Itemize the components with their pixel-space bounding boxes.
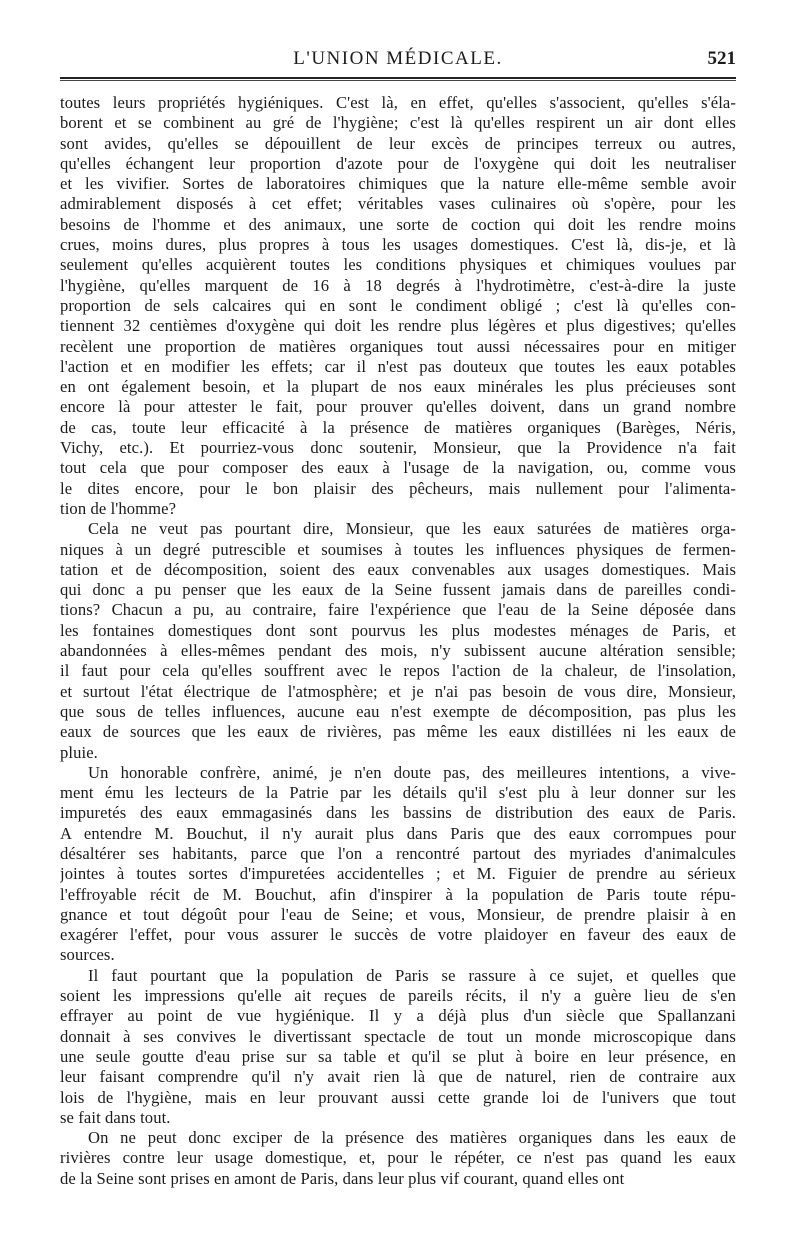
body-text [60,93,736,1189]
text-line: borent et se combinent au gré de l'hygiène; c'est là qu'elles respirent un air dont elles [60,113,736,133]
text-line: exagérer l'effet, pour vous assurer le succès de votre plaidoyer en faveur des eaux de [60,925,736,945]
text-line: Cela ne veut pas pourtant dire, Monsieur, que les eaux saturées de matières orga- [88,519,736,539]
text-line: crues, moins dures, plus propres à tous les usages domestiques. C'est là, dis-je, et là [60,235,736,255]
text-line: gnance et tout dégoût pour l'eau de Seine; et vous, Monsieur, de prendre plaisir à en [60,904,736,924]
text-line: Un honorable confrère, animé, je n'en doute pas, des meilleures intentions, a vive- [88,762,736,782]
text-line: encore là pour attester le fait, pour prouver qu'elles doivent, dans un grand nombre [60,397,736,417]
text-line: il faut pour cela qu'elles souffrent avec le repos l'action de la chaleur, de l'insolation, [60,661,736,681]
text-line: jointes à toutes sortes d'impuretées accidentelles ; et M. Figuier de prendre au sérieux [60,864,736,884]
text-line: le dites encore, pour le bon plaisir des pêcheurs, mais nullement pour l'alimenta- [60,478,736,498]
text-line: l'hygiène, qu'elles marquent de 16 à 18 degrés à l'hydrotimètre, c'est-à-dire la juste [60,275,736,295]
text-line: ment ému les lecteurs de la Patrie par les détails qu'il s'est plu à leur donner sur les [60,783,736,803]
header-rule [60,77,736,81]
text-line: en ont également besoin, et la plupart de nos eaux minérales les plus précieuses sont [60,377,736,397]
text-line: et surtout l'état électrique de l'atmosphère; et je n'ai pas besoin de vous dire, Monsieur, [60,681,736,701]
text-line: rivières contre leur usage domestique, et, pour le répéter, ce n'est pas quand les eaux [60,1148,736,1168]
text-line: seulement qu'elles acquièrent toutes les conditions physiques et chimiques voulues par [60,255,736,275]
text-line: niques à un degré putrescible et soumises à toutes les influences physiques de fermen- [60,539,736,559]
text-line: que sous de telles influences, aucune eau n'est exempte de décomposition, pas plus les [60,701,736,721]
text-line: sont avides, qu'elles se dépouillent de leur excès de principes terreux ou autres, [60,133,736,153]
text-line: A entendre M. Bouchut, il n'y aurait plus dans Paris que des eaux corrompues pour [60,823,736,843]
page-header [60,46,736,76]
paragraph [60,519,736,763]
text-line: effrayer au point de vue hygiénique. Il y a déjà plus d'un siècle que Spallanzani [60,1006,736,1026]
text-line: de cas, toute leur efficacité à la présence de matières organiques (Barèges, Néris, [60,417,736,437]
paragraph [60,1128,736,1189]
text-line: de la Seine sont prises en amont de Paris, dans leur plus vif courant, quand elles ont [60,1168,625,1188]
text-line: lois de l'hygiène, mais en leur prouvant aussi cette grande loi de l'univers que tout [60,1087,736,1107]
text-line: tout cela que pour composer des eaux à l'usage de la navigation, ou, comme vous [60,458,736,478]
page-number: 521 [707,48,736,69]
text-line: qui donc a pu penser que les eaux de la Seine fussent jamais dans de pareilles condi- [60,580,736,600]
running-title: L'UNION MÉDICALE. [293,48,503,69]
text-line: pluie. [60,742,98,762]
text-line: proportion de sels calcaires qui en sont le condiment obligé ; c'est là qu'elles con- [60,295,736,315]
text-line: l'action et en modifier les effets; car il n'est pas douteux que toutes les eaux potables [60,356,736,376]
text-line: sources. [60,945,115,965]
text-line: recèlent une proportion de matières organiques tout aussi nécessaires pour en mitiger [60,336,736,356]
text-line: l'effroyable récit de M. Bouchut, afin d'inspirer à la population de Paris toute répu- [60,884,736,904]
text-line: tation et de décomposition, soient des eaux convenables aux usages domestiques. Mais [60,559,736,579]
text-line: toutes leurs propriétés hygiéniques. C'est là, en effet, qu'elles s'associent, qu'elles s'éla- [60,93,736,112]
text-line: désaltérer ses habitants, parce que l'on a rencontré partout des myriades d'animalcules [60,843,736,863]
text-line: Vichy, etc.). Et pourriez-vous donc soutenir, Monsieur, que la Providence n'a fait [60,438,736,458]
paragraph [60,763,736,966]
text-line: admirablement disposés à cet effet; véritables vases culinaires où s'opère, pour les [60,194,736,214]
paragraph [60,966,736,1128]
text-line: qu'elles échangent leur proportion d'azote pour de l'oxygène qui doit les neutraliser [60,153,736,173]
text-line: tions? Chacun a pu, au contraire, faire l'expérience que l'eau de la Seine déposée dans [60,600,736,620]
text-line: tion de l'homme? [60,498,177,518]
text-line: tiennent 32 centièmes d'oxygène qui doit les rendre plus légères et plus digestives; qu'elles [60,316,736,336]
paragraph [60,93,736,519]
text-line: leur faisant comprendre qu'il n'y avait rien là que de naturel, rien de contraire aux [60,1067,736,1087]
text-line: donnait à ses convives le divertissant spectacle de tout un monde microscopique dans [60,1026,736,1046]
text-line: besoins de l'homme et des animaux, une sorte de coction qui doit les rendre moins [60,214,736,234]
text-line: abandonnées à elles-mêmes pendant des mois, n'y subissent aucune altération sensible; [60,641,736,661]
text-line: Il faut pourtant que la population de Paris se rassure à ce sujet, et quelles que [88,965,736,985]
text-line: les fontaines domestiques dont sont pourvus les plus modestes ménages de Paris, et [60,620,736,640]
text-line: une seule goutte d'eau prise sur sa table et qu'il se plut à boire en leur présence, en [60,1046,736,1066]
text-line: soient les impressions qu'elle ait reçues de pareils récits, il n'y a guère lieu de s'en [60,986,736,1006]
text-line: On ne peut donc exciper de la présence des matières organiques dans les eaux de [88,1128,736,1148]
text-line: eaux de sources que les eaux de rivières, pas même les eaux distillées ni les eaux de [60,722,736,742]
text-line: et les vivifier. Sortes de laboratoires chimiques que la nature elle-même semble avoir [60,174,736,194]
text-line: impuretés des eaux emmagasinés dans les bassins de distribution des eaux de Paris. [60,803,736,823]
text-line: se fait dans tout. [60,1107,171,1127]
